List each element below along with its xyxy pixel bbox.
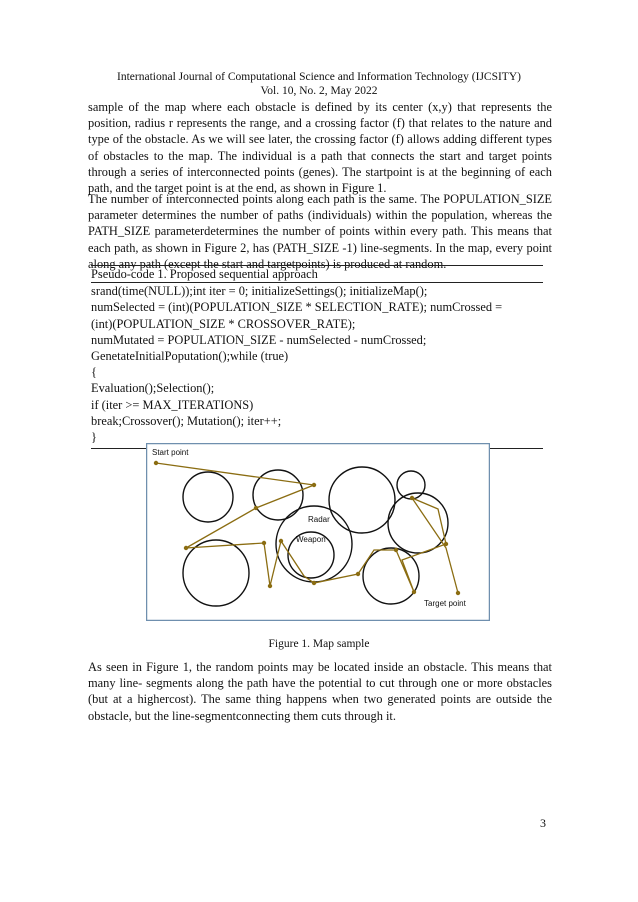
pseudocode-line: break;Crossover(); Mutation(); iter++;: [91, 413, 282, 428]
path-point: [154, 461, 158, 465]
path-point: [262, 541, 266, 545]
pseudocode-line: srand(time(NULL));int iter = 0; initializeSettings(); initializeMap();: [91, 284, 428, 299]
path-point: [444, 542, 448, 546]
pseudocode-line: numMutated = POPULATION_SIZE - numSelected - numCrossed;: [91, 332, 427, 347]
journal-header: International Journal of Computational Science and Information Technology (IJCSITY): [117, 71, 521, 83]
pseudocode-line: Evaluation();Selection();: [91, 381, 215, 396]
pseudocode-box: [91, 265, 543, 449]
path-point: [356, 572, 360, 576]
weapon-label: Weapon: [296, 535, 326, 544]
path-point: [394, 548, 398, 552]
volume-header: Vol. 10, No. 2, May 2022: [260, 85, 378, 97]
pseudocode-line: GenetateInitialPoputation();while (true): [91, 349, 289, 364]
target-point-label: Target point: [424, 599, 466, 608]
pseudocode-line: {: [91, 365, 97, 380]
path-point: [254, 506, 258, 510]
path-point: [410, 496, 414, 500]
path-point: [312, 581, 316, 585]
path-point: [312, 483, 316, 487]
paragraph-1: sample of the map where each obstacle is defined by its center (x,y) that represents the position, radius r represents the range, and a crossing factor (f) that relates to the nature and type of the obstacle. As we will see later, the crossing factor (f) allows adding different types of obstacles to the map. The individual is a path that connects the start and target points through a series of interconnected points (genes). The startpoint is at the beginning of each path, and the target point is at the end, as shown in Figure 1.: [88, 100, 552, 196]
path-point: [456, 591, 460, 595]
path-point: [268, 584, 272, 588]
figure-border: [147, 444, 490, 621]
map-sample-figure: [146, 443, 490, 621]
path-point: [184, 546, 188, 550]
pseudocode-line: (int)(POPULATION_SIZE * CROSSOVER_RATE);: [91, 316, 356, 331]
path-point: [279, 539, 283, 543]
pseudocode-line: }: [91, 430, 97, 445]
pseudocode-line: numSelected = (int)(POPULATION_SIZE * SELECTION_RATE); numCrossed =: [91, 300, 503, 315]
radar-label: Radar: [308, 515, 330, 524]
paragraph-3: As seen in Figure 1, the random points may be located inside an obstacle. This means that many line- segments along the path have the potential to cut through one or more obstacles (but at a highercost). The same thing happens when two generated points are outside the obstacle, but the line-segmentconnecting them cuts through it.: [88, 660, 552, 723]
start-point-label: Start point: [152, 448, 189, 457]
pseudocode-title: Pseudo-code 1. Proposed sequential approach: [91, 267, 318, 281]
pseudocode-line: if (iter >= MAX_ITERATIONS): [91, 397, 254, 412]
page-number: 3: [540, 816, 546, 830]
figure-caption: Figure 1. Map sample: [268, 638, 370, 650]
path-point: [412, 590, 416, 594]
paragraph-2: The number of interconnected points along each path is the same. The POPULATION_SIZE parameter determines the number of paths (individuals) within the population, whereas the PATH_SIZE parameterdetermines the number of points within every path. This means that each path, as shown in Figure 2, has (PATH_SIZE -1) line-segments. In the map, every point along any path (except the start and targetpoints) is produced at random.: [88, 192, 552, 271]
